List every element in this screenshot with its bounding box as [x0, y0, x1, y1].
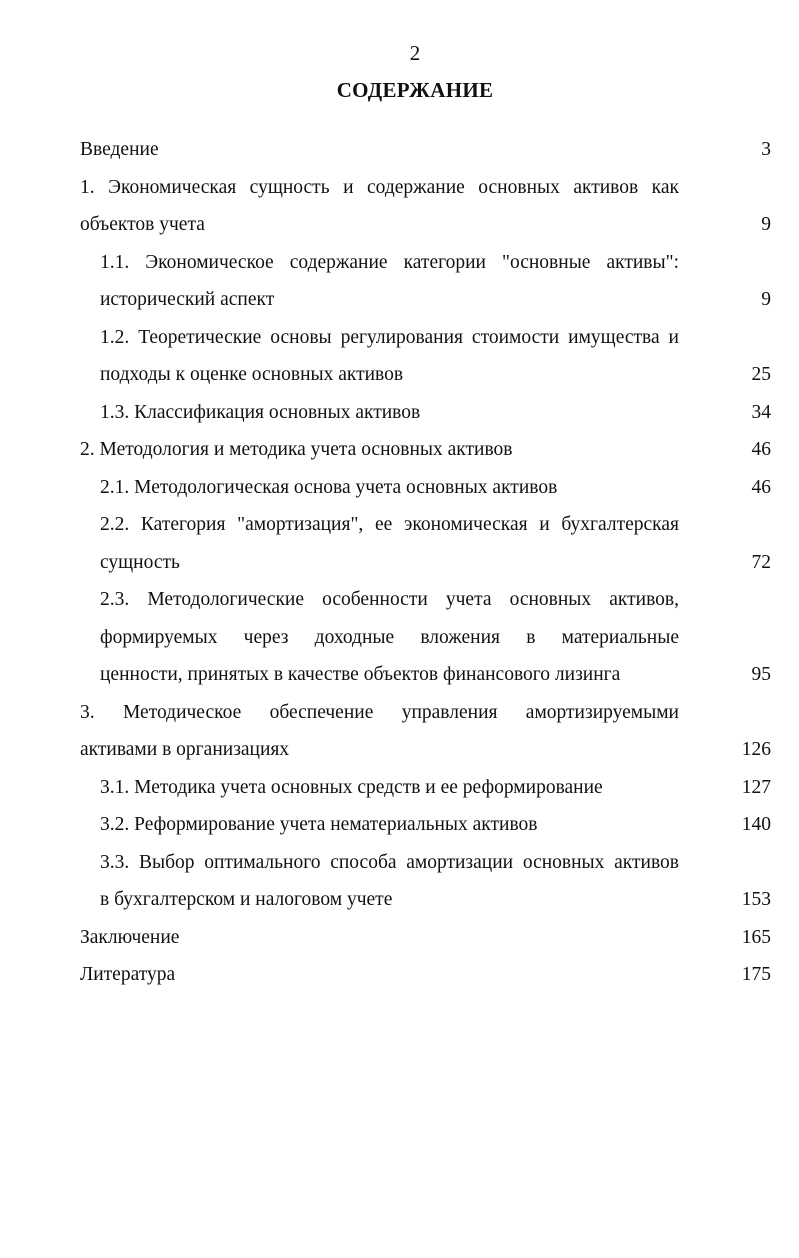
toc-entry-text: Литература: [80, 964, 176, 985]
toc-entry-page: 46: [751, 439, 771, 460]
toc-entry-page: 9: [761, 289, 771, 310]
toc-entry-text: Введение: [80, 139, 159, 160]
page-title: СОДЕРЖАНИЕ: [336, 78, 494, 102]
toc-entry: [0, 581, 799, 694]
toc-entry: [0, 506, 799, 581]
toc-entry-page: 140: [741, 814, 771, 835]
toc-entry-page: 153: [741, 889, 771, 910]
toc-entry: [0, 919, 799, 957]
toc-entry-text: 1.1. Экономическое содержание категории "основные активы":: [100, 251, 679, 273]
toc-entry: [0, 956, 799, 994]
toc-entry-text: 2.1. Методологическая основа учета основных активов: [100, 476, 558, 498]
toc-entry: [0, 131, 799, 169]
toc-entry-text: 3. Методическое обеспечение управления амортизируемыми: [80, 701, 679, 723]
toc-entry-text: 2.2. Категория "амортизация", ее экономическая и бухгалтерская: [100, 514, 679, 535]
toc-entry-text: 1.3. Классификация основных активов: [100, 401, 421, 423]
toc-entry-page: 175: [741, 964, 771, 985]
toc-entry-text: 1. Экономическая сущность и содержание основных активов как: [80, 176, 679, 198]
toc-entry-text: 2. Методология и методика учета основных активов: [80, 439, 513, 460]
toc-entry-page: 95: [751, 664, 771, 685]
toc-entry-text: 3.1. Методика учета основных средств и ее реформирование: [100, 776, 603, 798]
toc-entry-page: 25: [751, 364, 771, 385]
toc-entry: [0, 469, 799, 507]
toc-entry-page: 3: [761, 139, 771, 160]
toc-entry-text: объектов учета: [80, 214, 205, 235]
table-of-contents: [0, 131, 799, 994]
toc-entry-page: 126: [741, 739, 771, 760]
toc-entry-page: 165: [741, 926, 771, 948]
toc-entry: [0, 694, 799, 769]
toc-entry-text: подходы к оценке основных активов: [100, 364, 404, 385]
toc-entry-page: 72: [751, 551, 771, 573]
toc-entry-text: 3.2. Реформирование учета нематериальных активов: [100, 814, 538, 835]
toc-entry: [0, 394, 799, 432]
toc-entry-page: 127: [741, 776, 771, 798]
toc-entry-page: 34: [751, 401, 771, 423]
toc-entry-text: сущность: [100, 551, 180, 573]
toc-entry: [0, 769, 799, 807]
toc-entry-text: 2.3. Методологические особенности учета основных активов,: [100, 589, 679, 610]
toc-entry-text: 1.2. Теоретические основы регулирования стоимости имущества и: [100, 326, 679, 348]
toc-entry: [0, 319, 799, 394]
toc-entry-text: активами в организациях: [80, 739, 290, 760]
toc-entry: [0, 431, 799, 469]
toc-entry-text: 3.3. Выбор оптимального способа амортизации основных активов: [100, 851, 679, 873]
toc-entry-text: в бухгалтерском и налоговом учете: [100, 889, 393, 910]
page-number: 2: [409, 41, 421, 65]
toc-entry: [0, 244, 799, 319]
toc-entry-text: исторический аспект: [100, 289, 275, 310]
toc-entry-text: Заключение: [80, 926, 180, 948]
toc-entry-text: формируемых через доходные вложения в материальные: [100, 626, 679, 648]
toc-entry-page: 9: [761, 214, 771, 235]
toc-entry: [0, 169, 799, 244]
toc-entry: [0, 844, 799, 919]
toc-entry: [0, 806, 799, 844]
toc-entry-text: ценности, принятых в качестве объектов финансового лизинга: [100, 664, 621, 685]
toc-entry-page: 46: [751, 476, 771, 498]
